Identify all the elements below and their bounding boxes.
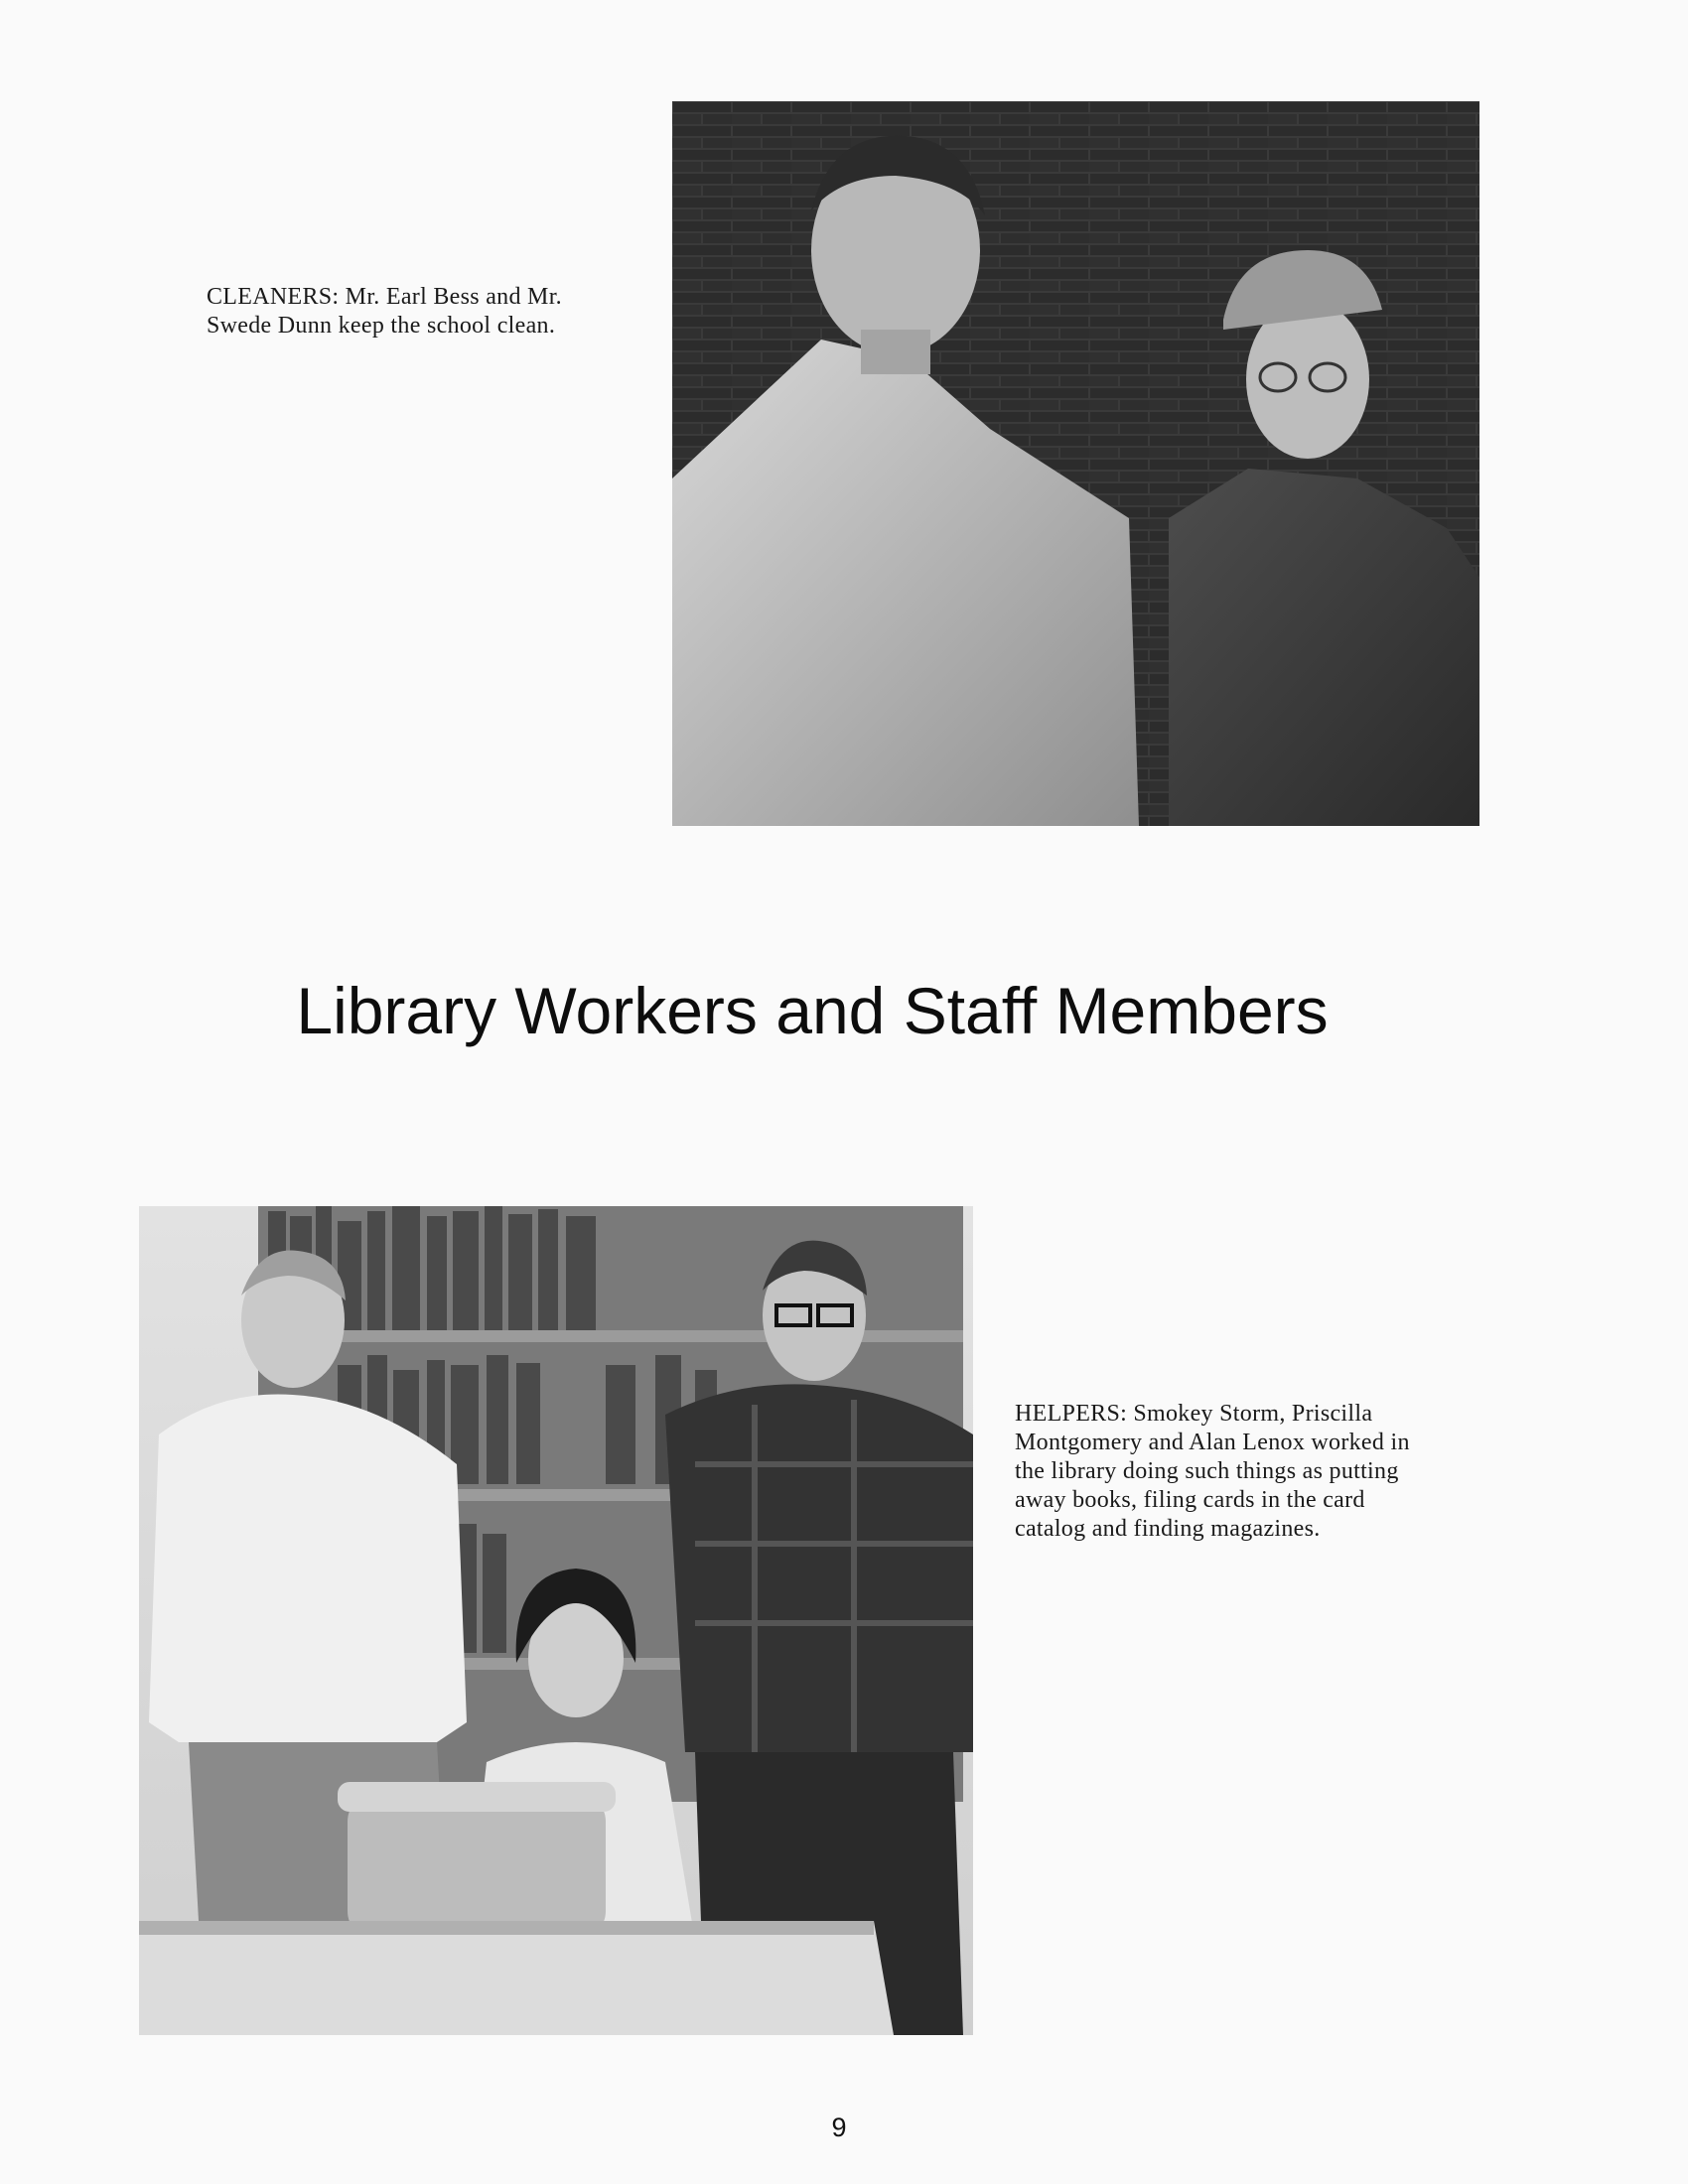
cleaners-photo [672,101,1479,826]
page-number: 9 [831,2113,847,2142]
helpers-photo [139,1206,973,2035]
cleaners-caption: CLEANERS: Mr. Earl Bess and Mr. Swede Dunn keep the school clean. [207,284,562,339]
helpers-caption: HELPERS: Smokey Storm, Priscilla Montgomery and Alan Lenox worked in the library doing such things as putting away books, filing cards in the card catalog and finding magazines. [1015,1401,1410,1542]
section-heading: Library Workers and Staff Members [296,974,1329,1047]
